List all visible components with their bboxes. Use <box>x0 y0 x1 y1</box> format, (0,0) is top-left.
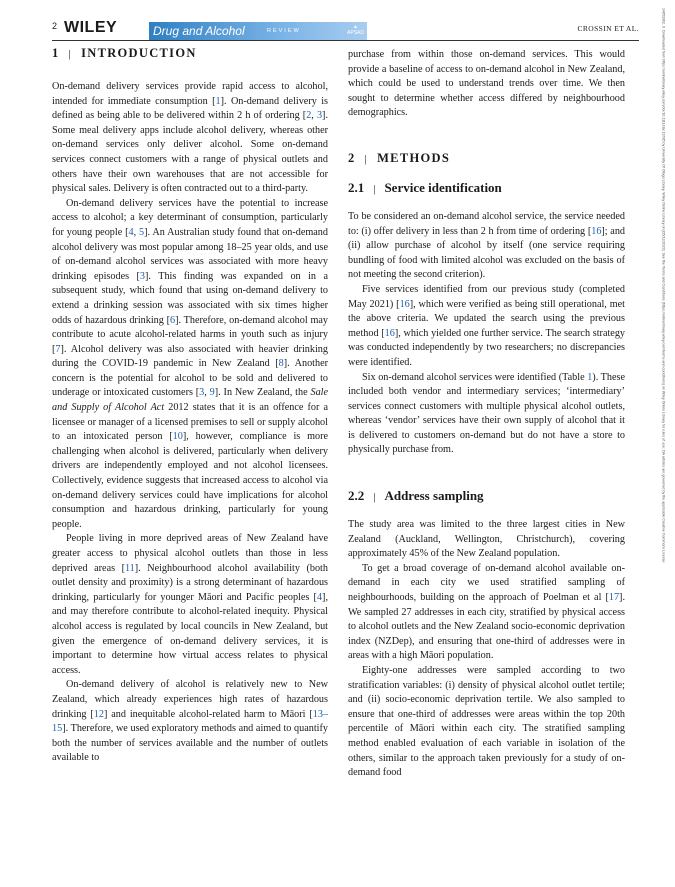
download-sidebar <box>659 8 673 878</box>
journal-banner <box>149 22 367 41</box>
citation-link[interactable]: 16 <box>384 327 395 339</box>
paragraph-service-2: Five services identified from our previous study (completed May 2021) [16], which were verified as being still operational, met the above criteria. We updated the search using the previous method [16], which yielded one further service. The search strategy was conducted independently by two researchers; no discrepancies were identified. <box>348 283 626 368</box>
left-column <box>52 46 328 766</box>
citation-link[interactable]: 6 <box>170 314 176 326</box>
section-title: INTRODUCTION <box>81 46 197 60</box>
paragraph-intro-continued: purchase from within those on-demand services. This would provide a baseline of access to on-demand alcohol in New Zealand, which could be used to understand trends over time. We then sought to determine whether access differed by neighbourhood demographics. <box>348 49 625 119</box>
page-number: 2 <box>52 21 58 31</box>
journal-subtitle: REVIEW <box>267 28 301 34</box>
paragraph-address-1: The study area was limited to the three largest cities in New Zealand (Auckland, Wellington, Christchurch), covering approximately 45% of the New Zealand population. <box>348 519 625 560</box>
citation-link[interactable]: 13–15 <box>52 708 328 735</box>
table-link[interactable]: 1 <box>587 371 593 383</box>
section-heading-methods <box>348 151 625 166</box>
citation-link[interactable]: 11 <box>124 562 135 574</box>
page-header <box>52 16 639 42</box>
header-rule <box>52 40 639 41</box>
subsection-title: Service identification <box>384 179 502 195</box>
heading-separator: | <box>373 182 376 195</box>
paragraph-intro-4: On-demand delivery of alcohol is relatively new to New Zealand, which already experiences high rates of hazardous drinking [12] and inequitable alcohol-related harm to Māori [13–15]. Therefore, we used exploratory methods and aimed to quantify both the number of services available and the number of outlets available to <box>52 679 328 764</box>
citation-link[interactable]: 8 <box>278 358 284 370</box>
heading-separator: | <box>373 491 376 504</box>
publisher-logo: WILEY <box>64 19 118 36</box>
journal-name: Drug and Alcohol <box>153 24 245 38</box>
section-number: 1 <box>52 46 60 60</box>
section-number: 2 <box>348 150 356 165</box>
subsection-number: 2.2 <box>348 488 365 504</box>
citation-link[interactable]: 16 <box>399 298 410 310</box>
section-title: METHODS <box>377 150 451 165</box>
paragraph-intro-3: People living in more deprived areas of New Zealand have greater access to physical alcohol outlets than those in less deprived areas [11]. Neighbourhood alcohol availability (both outlet density and proximity) is a strong determinant of hazardous drinking, particularly for younger Māori and Pacific peoples [4], and may therefore contribute to alcohol-related inequity. Physical alcohol access is regulated by local councils in New Zealand, but given the emergence of on-demand delivery services, it is important to determine how virtual access relates to physical access. <box>52 533 328 676</box>
citation-link[interactable]: 7 <box>55 343 61 355</box>
download-notice: 14653362, 0, Downloaded from https://onlinelibrary.wiley.com/doi/10.1111/dar.13785 by University Of Otago Library, Wiley Online Library on [05/12/2023]. See the Terms and Conditions (https://onlinelibrary.wiley.com/terms-and-conditions) on Wiley Online Library for rules of use; OA articles are governed by the applicable Creative Commons License <box>661 8 666 563</box>
running-head-author: CROSSIN ET AL. <box>577 24 639 33</box>
citation-link[interactable]: 10 <box>172 431 183 443</box>
citation-link[interactable]: 17 <box>608 592 620 604</box>
paragraph-intro-1: On-demand delivery services provide rapid access to alcohol, intended for immediate consumption [1]. On-demand delivery is defined as being able to be delivered within 2 h of ordering [2, 3]. Some meal delivery apps include alcohol delivery, whereas other on-demand services only deliver alcohol. Some on-demand services connect customers with a range of physical outlets and others have their own warehouses that are not accessible for physical sales. Delivery is often contracted out to a third-party. <box>52 81 328 195</box>
paragraph-address-3: Eighty-one addresses were sampled according to two stratification variables: (i) density of physical alcohol outlet tertile; and (ii) socio-economic deprivation tertile. We also sampled to ensure that one-third of addresses were areas within the top 20th percentile of Māori within each city. The stratified sampling method enabled evaluation of each variable in isolation of the others, similar to the approach taken previously for a study of on-demand food <box>348 665 625 779</box>
heading-separator: | <box>68 48 73 60</box>
citation-link[interactable]: 16 <box>591 225 602 237</box>
section-heading-introduction <box>52 46 328 61</box>
subsection-number: 2.1 <box>348 179 365 195</box>
citation-link[interactable]: 1 <box>215 95 221 107</box>
society-logo-icon: ▲ APSAD <box>347 24 364 36</box>
paragraph-intro-2: On-demand delivery services have the potential to increase access to alcohol; a key determinant of consumption, particularly for young people [4, 5]. An Australian study found that on-demand alcohol delivery was most popular among 18–25 year olds, and use of on-demand alcohol services was associated with more heavy drinking episodes [3]. This finding was expanded on in a subsequent study, which found that using on-demand delivery to extend a drinking session was associated with six times higher odds of hazardous drinking [6]. Therefore, on-demand alcohol may contribute to acute alcohol-related harms in youth such as injury [7]. Alcohol delivery was also associated with heavier drinking during the COVID-19 pandemic in New Zealand [8]. Another concern is the potential for alcohol to be sold and delivered to underage or intoxicated customers [3, 9]. In New Zealand, the Sale and Supply of Alcohol Act 2012 states that it is an offence for a licensee or manager of a licensed premises to sell or supply alcohol to an intoxicated person [10], however, compliance is more challenging when alcohol is delivered, particularly when delivery drivers are independently employed and not alcohol licensees. Collectively, evidence suggests that increased access to alcohol via on-demand delivery services could have implications for alcohol consumption and hazardous drinking, particularly for young people. <box>52 197 329 530</box>
citation-link[interactable]: 5 <box>139 226 145 238</box>
subsection-heading-service-identification <box>348 180 625 196</box>
citation-link[interactable]: 3 <box>199 387 205 399</box>
paragraph-service-1: To be considered an on-demand alcohol service, the service needed to: (i) offer delivery in less than 2 h from time of ordering [16]; and (ii) allow purchase of alcohol by itself (one service requiring bundling of food with limited alcohol was excluded on the basis of not meeting the second criterion). <box>348 210 626 281</box>
subsection-heading-address-sampling <box>348 488 625 504</box>
citation-link[interactable]: 12 <box>93 708 104 720</box>
right-column <box>348 48 625 781</box>
paragraph-address-2: To get a broad coverage of on-demand alcohol available on-demand in each city we used stratified sampling of neighbourhoods, building on the approach of Poelman et al [17]. We sampled 27 addresses in each city, stratified by physical access to alcohol outlets and the New Zealand socio-economic deprivation index (NZDep), and ensuring that one-third of addresses were in areas with a high Māori population. <box>348 562 625 662</box>
citation-link[interactable]: 3 <box>139 270 146 282</box>
citation-link[interactable]: 4 <box>316 591 323 603</box>
heading-separator: | <box>364 152 369 165</box>
citation-link[interactable]: 9 <box>209 387 215 399</box>
citation-link[interactable]: 4 <box>128 226 134 238</box>
subsection-title: Address sampling <box>384 488 484 504</box>
act-title: Sale and Supply of Alcohol Act <box>52 387 329 414</box>
paragraph-service-3: Six on-demand alcohol services were identified (Table 1). These included both vendor and intermediary services; ‘intermediary’ services connect customers with multiple physical alcohol outlets, whereas ‘vendor’ services have their own supply of alcohol that it is delivered to customers on-demand but do not have a store to physically purchase from. <box>348 371 625 456</box>
society-logo-label: APSAD <box>347 30 364 36</box>
citation-link[interactable]: 3 <box>316 110 323 122</box>
citation-link[interactable]: 2 <box>306 110 312 122</box>
